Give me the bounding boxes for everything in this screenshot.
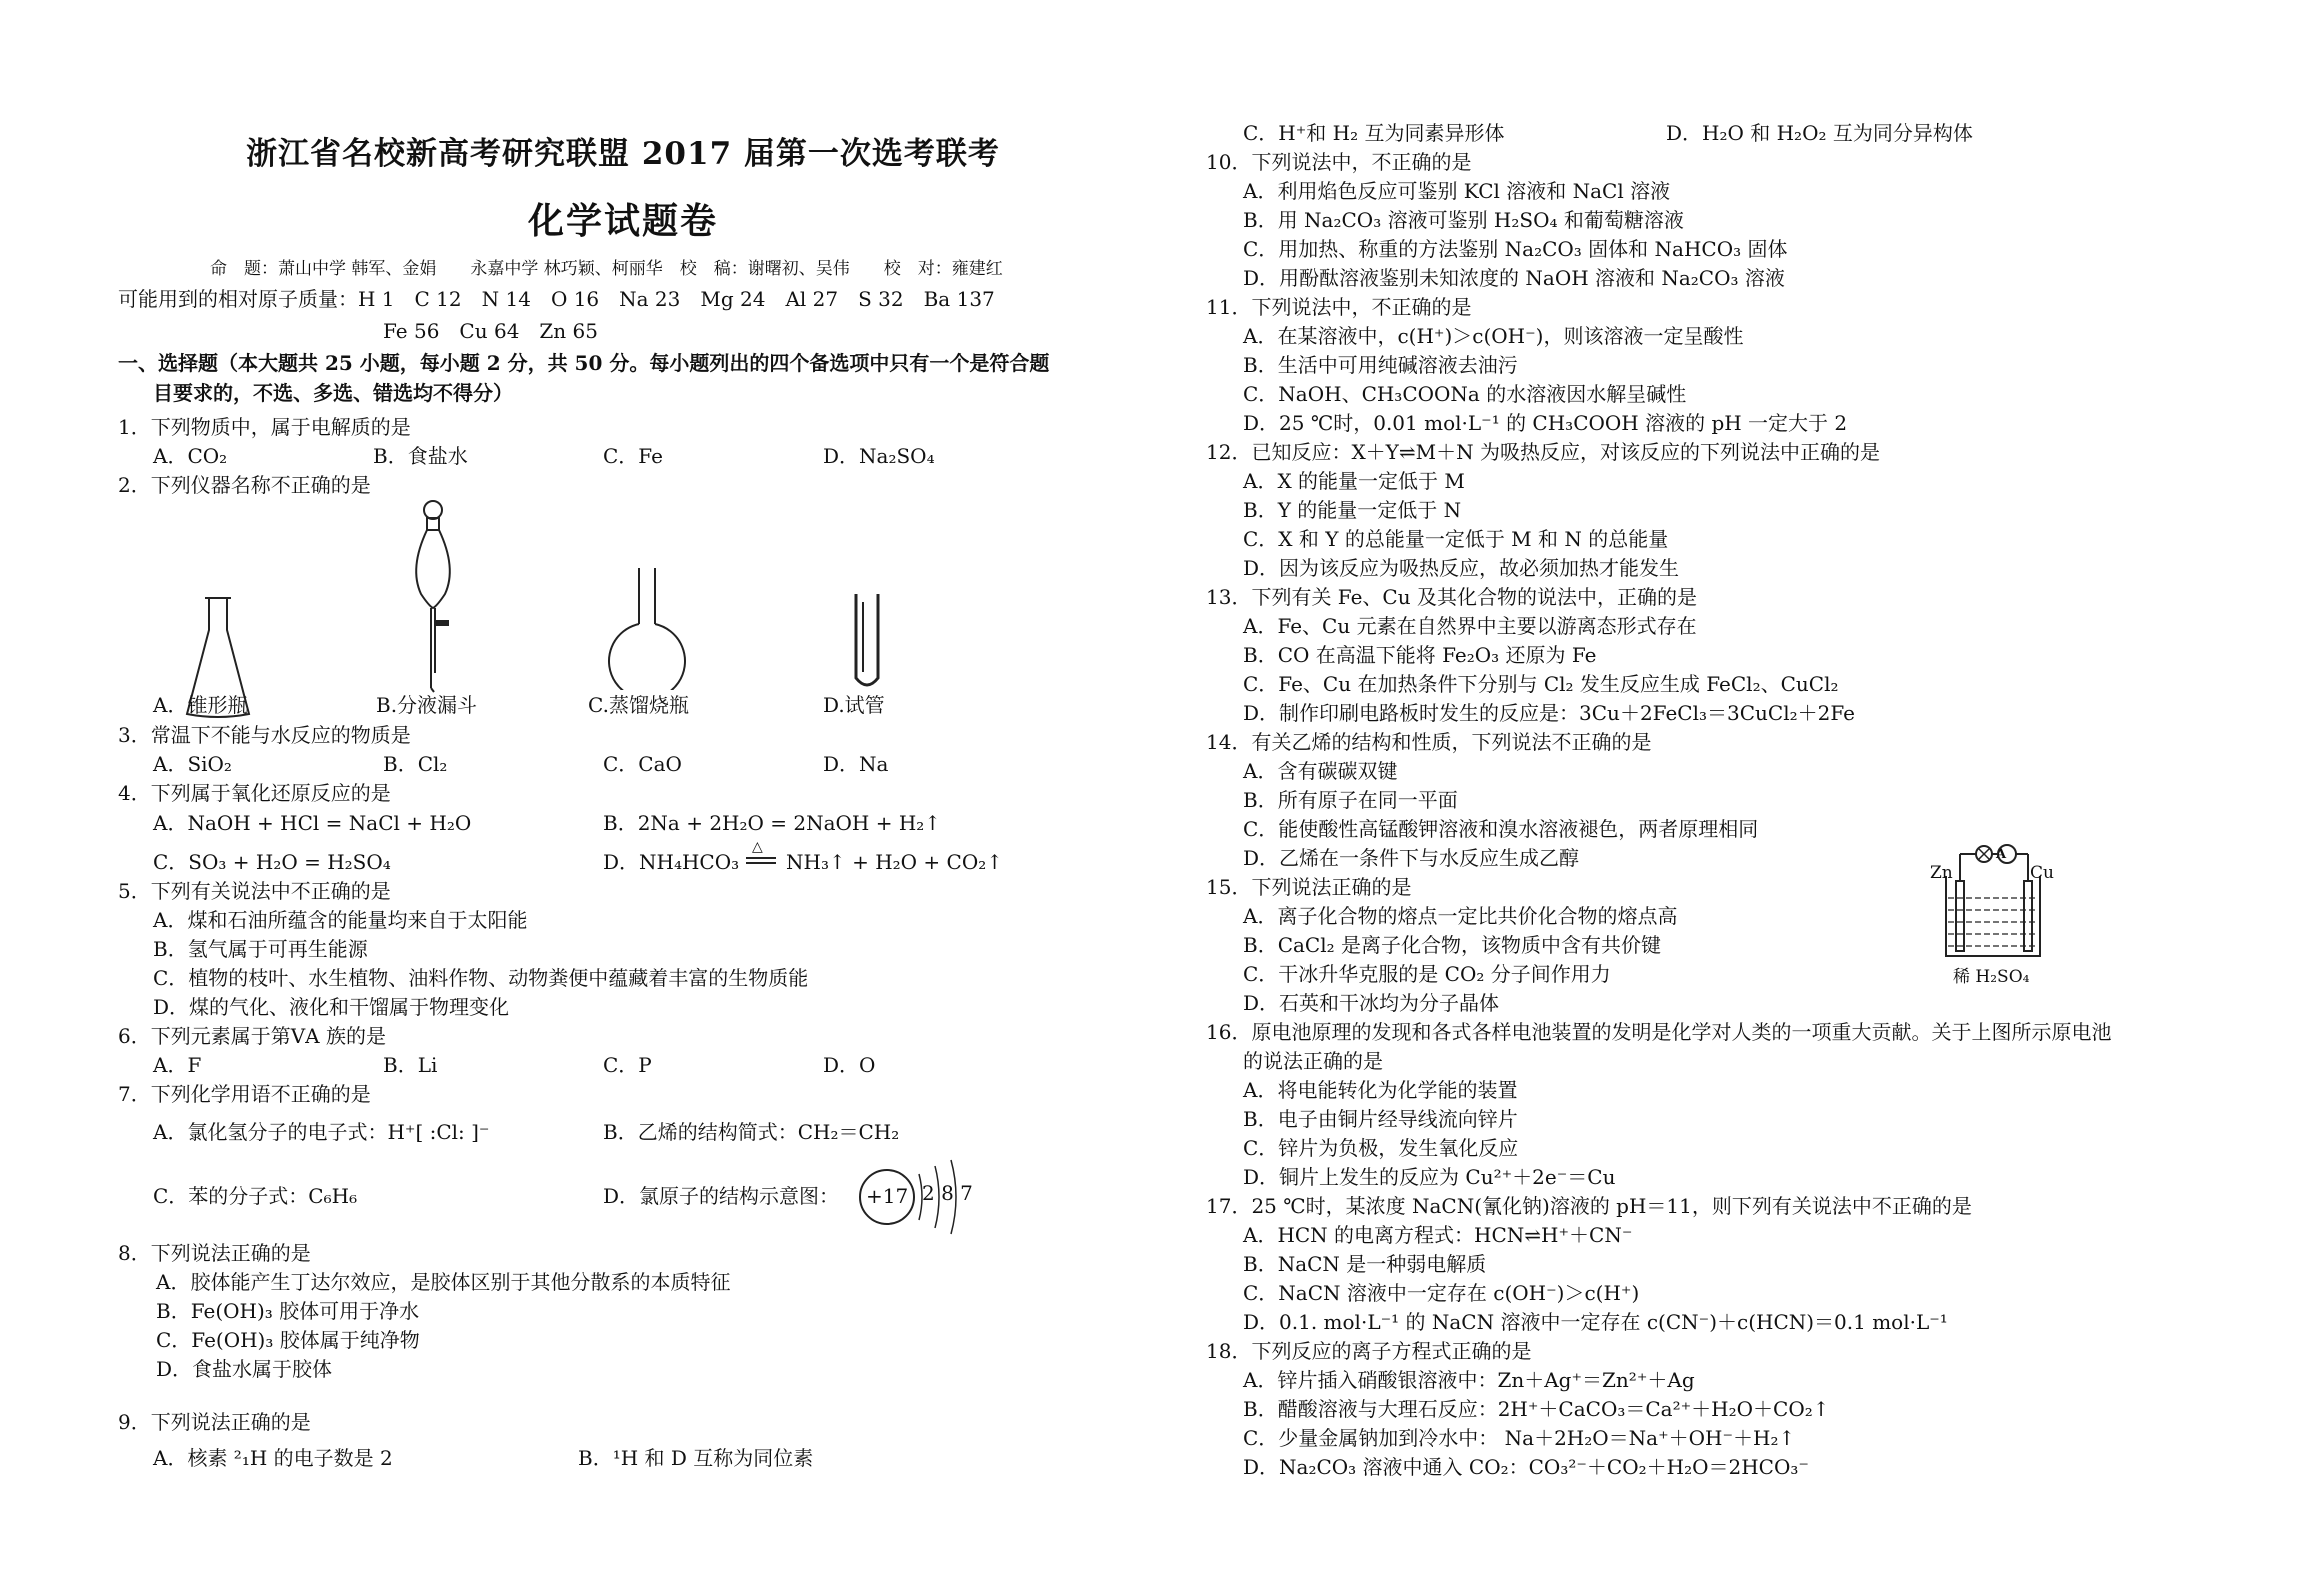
q17-option-c: C．NaCN 溶液中一定存在 c(OH⁻)＞c(H⁺) [1243,1281,1640,1305]
q4-option-b: B．2Na + 2H₂O = 2NaOH + H₂↑ [603,811,942,835]
atomic-masses-line-1: 可能用到的相对原子质量：H 1 C 12 N 14 O 16 Na 23 Mg 24 Al 27 S 32 Ba 137 [118,287,995,311]
exam-title: 浙江省名校新高考研究联盟 2017 届第一次选考联考 [246,136,1000,172]
q6-option-a: A．F [153,1053,202,1077]
q2-stem: 2．下列仪器名称不正确的是 [118,473,371,497]
q6-option-b: B．Li [383,1053,438,1077]
ammeter-label: A [1996,847,2007,862]
q1-option-d: D．Na₂SO₄ [823,444,935,468]
q1-option-b: B．食盐水 [373,444,468,468]
q10-stem: 10．下列说法中，不正确的是 [1206,150,1472,174]
q2-option-c: C.蒸馏烧瓶 [588,693,689,717]
q16-option-c: C．锌片为负极，发生氧化反应 [1243,1136,1519,1160]
q6-stem: 6．下列元素属于第ⅤA 族的是 [118,1024,386,1048]
q3-option-a: A．SiO₂ [153,752,232,776]
test-tube-icon [852,592,882,692]
q16-option-a: A．将电能转化为化学能的装置 [1243,1078,1518,1102]
copper-electrode-label: Cu [2030,863,2054,883]
q14-option-d: D．乙烯在一条件下与水反应生成乙醇 [1243,846,1580,870]
q17-option-d: D．0.1. mol·L⁻¹ 的 NaCN 溶液中一定存在 c(CN⁻)＋c(HCN)＝0.1 mol·L⁻¹ [1243,1310,1948,1334]
q10-option-b: B．用 Na₂CO₃ 溶液可鉴别 H₂SO₄ 和葡萄糖溶液 [1243,208,1684,232]
q5-option-d: D．煤的气化、液化和干馏属于物理变化 [153,995,510,1019]
q1-option-a: A．CO₂ [153,444,228,468]
q8-option-d: D．食盐水属于胶体 [156,1357,333,1381]
q13-option-b: B．CO 在高温下能将 Fe₂O₃ 还原为 Fe [1243,643,1597,667]
q5-option-b: B．氢气属于可再生能源 [153,937,368,961]
section-heading: 一、选择题（本大题共 25 小题，每小题 2 分，共 50 分。每小题列出的四个备选项中只有一个是符合题 [118,351,1050,375]
q8-stem: 8．下列说法正确的是 [118,1241,311,1265]
equals-sign-icon [746,856,776,866]
q17-option-a: A．HCN 的电离方程式：HCN⇌H⁺＋CN⁻ [1243,1223,1633,1247]
q13-option-a: A．Fe、Cu 元素在自然界中主要以游离态形式存在 [1243,614,1697,638]
q9-option-a: A．核素 ²₁H 的电子数是 2 [153,1446,393,1470]
q1-option-c: C．Fe [603,444,663,468]
q11-option-c: C．NaOH、CH₃COONa 的水溶液因水解呈碱性 [1243,382,1687,406]
q13-stem: 13．下列有关 Fe、Cu 及其化合物的说法中，正确的是 [1206,585,1697,609]
q12-option-a: A．X 的能量一定低于 M [1243,469,1465,493]
q9-option-c: C．H⁺和 H₂ 互为同素异形体 [1243,121,1505,145]
heat-condition-mark: △ [752,839,763,855]
q4-option-c: C．SO₃ + H₂O = H₂SO₄ [153,850,391,874]
electrolyte-label: 稀 H₂SO₄ [1953,967,2030,987]
q8-option-a: A．胶体能产生丁达尔效应，是胶体区别于其他分散系的本质特征 [156,1270,731,1294]
q15-option-c: C．干冰升华克服的是 CO₂ 分子间作用力 [1243,962,1611,986]
q15-option-d: D．石英和干冰均为分子晶体 [1243,991,1500,1015]
q11-option-a: A．在某溶液中，c(H⁺)＞c(OH⁻)，则该溶液一定呈酸性 [1243,324,1744,348]
q7-stem: 7．下列化学用语不正确的是 [118,1082,371,1106]
separatory-funnel-icon [405,498,461,694]
q4-option-d-products: NH₃↑ + H₂O + CO₂↑ [786,850,1003,874]
q10-option-c: C．用加热、称重的方法鉴别 Na₂CO₃ 固体和 NaHCO₃ 固体 [1243,237,1788,261]
q2-option-b: B.分液漏斗 [376,693,478,717]
q14-option-c: C．能使酸性高锰酸钾溶液和溴水溶液褪色，两者原理相同 [1243,817,1759,841]
q3-option-d: D．Na [823,752,889,776]
q16-option-d: D．铜片上发生的反应为 Cu²⁺＋2e⁻＝Cu [1243,1165,1616,1189]
zinc-electrode-label: Zn [1930,863,1953,883]
q8-option-c: C．Fe(OH)₃ 胶体属于纯净物 [156,1328,420,1352]
q15-option-a: A．离子化合物的熔点一定比共价化合物的熔点高 [1243,904,1678,928]
q11-option-b: B．生活中可用纯碱溶液去油污 [1243,353,1518,377]
atom-nucleus-label: +17 [866,1184,909,1208]
section-heading-cont: 目要求的，不选、多选、错选均不得分） [153,381,513,405]
exam-subtitle: 化学试题卷 [527,200,718,242]
q8-option-b: B．Fe(OH)₃ 胶体可用于净水 [156,1299,420,1323]
q9-option-d: D．H₂O 和 H₂O₂ 互为同分异构体 [1666,121,1973,145]
atomic-masses-line-2: Fe 56 Cu 64 Zn 65 [383,319,598,343]
q14-option-a: A．含有碳碳双键 [1243,759,1398,783]
q10-option-a: A．利用焰色反应可鉴别 KCl 溶液和 NaCl 溶液 [1243,179,1671,203]
q9-option-b: B．¹H 和 D 互称为同位素 [578,1446,814,1470]
q7-option-c: C．苯的分子式：C₆H₆ [153,1184,358,1208]
q3-option-b: B．Cl₂ [383,752,448,776]
q14-stem: 14．有关乙烯的结构和性质，下列说法不正确的是 [1206,730,1652,754]
q3-stem: 3．常温下不能与水反应的物质是 [118,723,411,747]
q12-option-d: D．因为该反应为吸热反应，故必须加热才能发生 [1243,556,1680,580]
q3-option-c: C．CaO [603,752,682,776]
q18-option-b: B．醋酸溶液与大理石反应：2H⁺＋CaCO₃＝Ca²⁺＋H₂O＋CO₂↑ [1243,1397,1830,1421]
q5-option-a: A．煤和石油所蕴含的能量均来自于太阳能 [153,908,528,932]
q15-stem: 15．下列说法正确的是 [1206,875,1412,899]
q13-option-d: D．制作印刷电路板时发生的反应是：3Cu＋2FeCl₃＝3CuCl₂＋2Fe [1243,701,1855,725]
q17-stem: 17．25 ℃时，某浓度 NaCN(氰化钠)溶液的 pH＝11，则下列有关说法中不正确的是 [1206,1194,1972,1218]
q5-option-c: C．植物的枝叶、水生植物、油料作物、动物粪便中蕴藏着丰富的生物质能 [153,966,809,990]
q16-option-b: B．电子由铜片经导线流向锌片 [1243,1107,1518,1131]
q14-option-b: B．所有原子在同一平面 [1243,788,1458,812]
galvanic-cell-diagram-icon [1938,836,2048,960]
q11-option-d: D．25 ℃时，0.01 mol·L⁻¹ 的 CH₃COOH 溶液的 pH 一定大于 2 [1243,411,1848,435]
q2-option-a: A．锥形瓶 [153,693,248,717]
q7-option-b: B．乙烯的结构简式：CH₂＝CH₂ [603,1120,900,1144]
q18-stem: 18．下列反应的离子方程式正确的是 [1206,1339,1532,1363]
q17-option-b: B．NaCN 是一种弱电解质 [1243,1252,1487,1276]
q15-option-b: B．CaCl₂ 是离子化合物，该物质中含有共价键 [1243,933,1661,957]
q9-stem: 9．下列说法正确的是 [118,1410,311,1434]
q2-option-d: D.试管 [823,693,885,717]
q10-option-d: D．用酚酞溶液鉴别未知浓度的 NaOH 溶液和 Na₂CO₃ 溶液 [1243,266,1785,290]
q1-stem: 1．下列物质中，属于电解质的是 [118,415,411,439]
q18-option-c: C．少量金属钠加到冷水中： Na＋2H₂O＝Na⁺＋OH⁻＋H₂↑ [1243,1426,1796,1450]
q13-option-c: C．Fe、Cu 在加热条件下分别与 Cl₂ 发生反应生成 FeCl₂、CuCl₂ [1243,672,1839,696]
q12-stem: 12．已知反应：X＋Y⇌M＋N 为吸热反应，对该反应的下列说法中正确的是 [1206,440,1880,464]
q6-option-c: C．P [603,1053,652,1077]
q5-stem: 5．下列有关说法中不正确的是 [118,879,391,903]
q7-option-a: A．氯化氢分子的电子式：H⁺[ :Cl: ]⁻ [153,1120,490,1144]
q16-stem-cont: 的说法正确的是 [1243,1049,1383,1073]
q18-option-d: D．Na₂CO₃ 溶液中通入 CO₂：CO₃²⁻＋CO₂＋H₂O＝2HCO₃⁻ [1243,1455,1809,1479]
q4-option-a: A．NaOH + HCl = NaCl + H₂O [153,811,472,835]
q7-option-d: D．氯原子的结构示意图： [603,1184,840,1208]
q11-stem: 11．下列说法中，不正确的是 [1206,295,1472,319]
q4-stem: 4．下列属于氧化还原反应的是 [118,781,391,805]
distilling-flask-icon [603,566,693,690]
q12-option-c: C．X 和 Y 的总能量一定低于 M 和 N 的总能量 [1243,527,1669,551]
q18-option-a: A．锌片插入硝酸银溶液中：Zn＋Ag⁺＝Zn²⁺＋Ag [1243,1368,1695,1392]
q4-option-d: D．NH₄HCO₃ [603,850,740,874]
atom-shells-label: 2 8 7 [922,1181,973,1205]
q16-stem: 16．原电池原理的发现和各式各样电池装置的发明是化学对人类的一项重大贡献。关于上图所示原电池 [1206,1020,2112,1044]
q12-option-b: B．Y 的能量一定低于 N [1243,498,1462,522]
credits-line: 命 题：萧山中学 韩军、金娟 永嘉中学 林巧颖、柯丽华 校 稿：谢曙初、吴伟 校 对：雍建红 [210,259,1003,279]
q6-option-d: D．O [823,1053,876,1077]
